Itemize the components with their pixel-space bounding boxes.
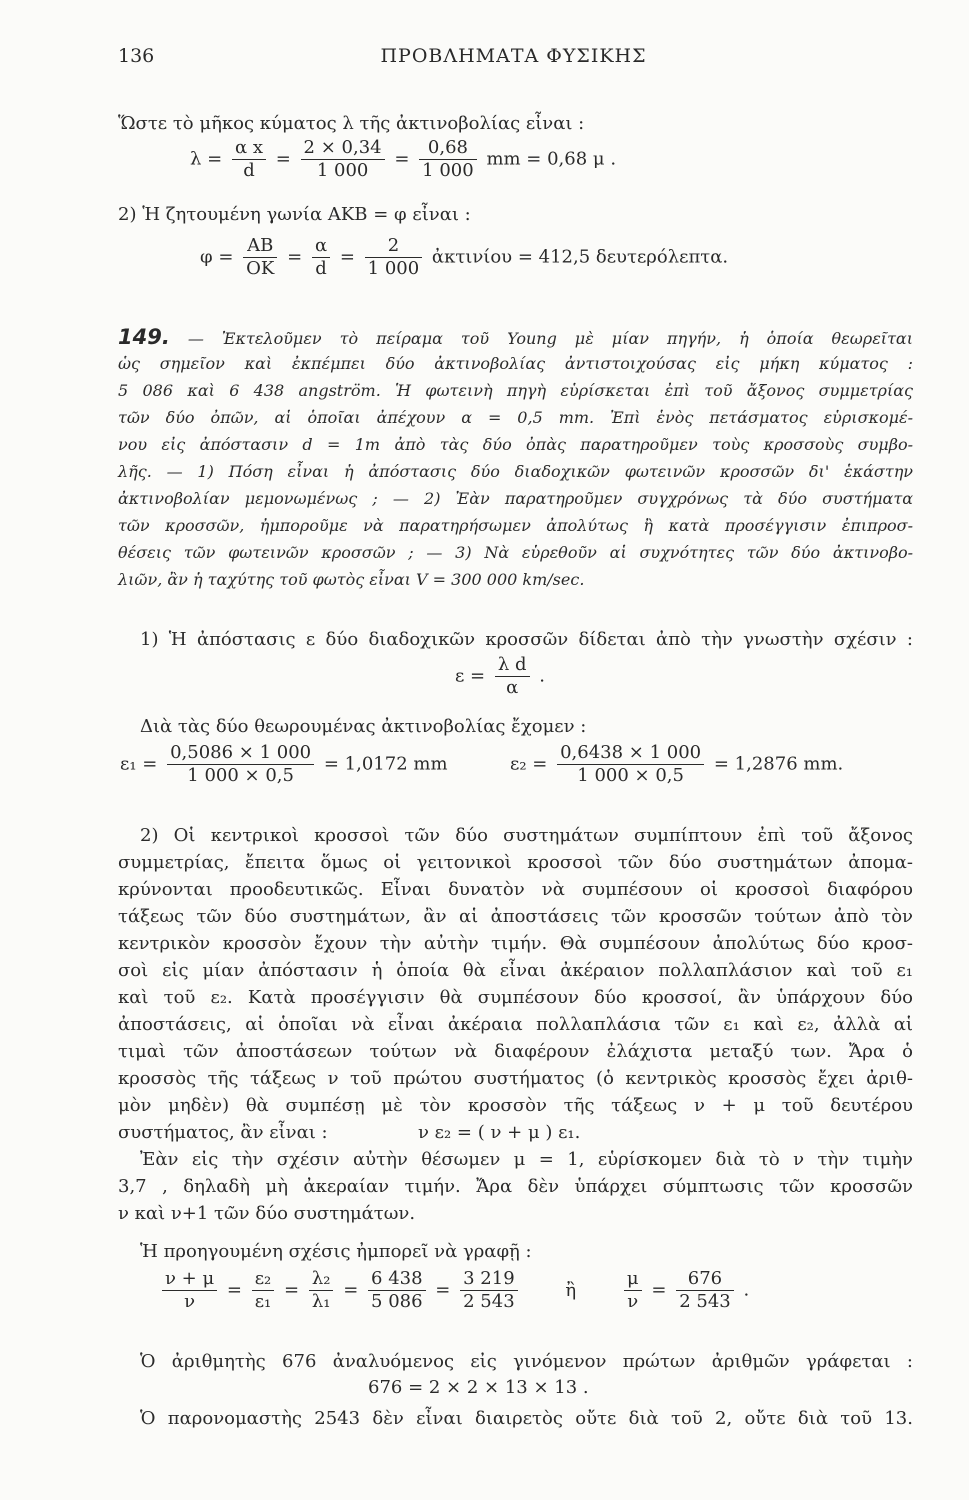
fraction: $\frac{2 \times 0,34}{1 000}$ (301, 137, 385, 182)
page-number: 136 (118, 45, 155, 67)
equation-lambda: λ = $\frac{\text{α x}}{d}$ = $\frac{2 \times 0,34}{1 000}$ = $\frac{0,68}{1 000}$ mm = 0,68 μ . (190, 137, 617, 181)
fraction: $\frac{676}{2 543}$ (676, 1268, 734, 1313)
problem-line-1: 149. — Ἐκτελοῦμεν τὸ πείραμα τοῦ Young μὲ μίαν πηγήν, ἡ ὁποία θεωρεῖται (118, 325, 914, 349)
problem-line: ὡς σημεῖον καὶ ἐκπέμπει δύο ἀκτινοβολίας ἀντιστοιχούσας εἰς μήκη κύματος : (118, 354, 913, 373)
fraction: $\frac{3 219}{2 543}$ (460, 1268, 518, 1313)
eq-tail: mm = 0,68 μ . (486, 148, 617, 170)
solution-2-line: συμμετρίας, ἔπειτα ὅμως οἱ γειτονικοὶ κροσσοὶ τῶν δύο συστημάτων ἀπομα- (118, 852, 913, 873)
eq-lhs: λ = (190, 148, 223, 170)
or-word: ἢ (565, 1279, 577, 1301)
fraction: $\frac{0,68}{1 000}$ (419, 137, 477, 182)
fraction: $\frac{0,6438 \times 1 000}{1 000 \times 0,5}$ (557, 742, 704, 787)
solution-1-line: 1) Ἡ ἀπόστασις ε δύο διαδοχικῶν κροσσῶν δίδεται ἀπὸ τὴν γνωστὴν σχέσιν : (140, 629, 913, 650)
solution-2-line: 2) Οἱ κεντρικοὶ κροσσοὶ τῶν δύο συστημάτων συμπίπτουν ἐπὶ τοῦ ἄξονος (140, 825, 913, 846)
problem-line: τῶν δύο ὀπῶν, αἱ ὁποῖαι ἀπέχουν α = 0,5 mm. Ἐπὶ ἑνὸς πετάσματος εὑρισκομέ- (118, 408, 913, 427)
prev-line: Ἡ προηγουμένη σχέσις ἠμπορεῖ νὰ γραφῇ : (140, 1241, 532, 1262)
system-formula: ν ε₂ = ( ν + μ ) ε₁. (418, 1122, 581, 1143)
solution-2-line: τάξεως τῶν δύο συστημάτων, ἂν αἱ ἀποστάσεις τῶν κροσσῶν τούτων ἀπὸ τὸν (118, 906, 913, 927)
equation-ratio: $\frac{\nu + \mu}{\nu}$ = $\frac{\text{ε₂}}{\text{ε₁}}$ = $\frac{\text{λ₂}}{\text{λ₁}}$ = $\frac{6 438}{5 086}$ = $\frac{3 219}{2 543}$ ἢ $\frac{\mu}{\nu}$ = $\frac{676}{2 543}$ . (158, 1268, 749, 1313)
equation-epsilon: ε = $\frac{\text{λ d}}{\alpha}$ . (455, 654, 545, 698)
put-line: Ἐὰν εἰς τὴν σχέσιν αὐτὴν θέσωμεν μ = 1, εὑρίσκομεν διὰ τὸ ν τὴν τιμὴν (140, 1149, 913, 1170)
problem-line: νου εἰς ἀπόστασιν d = 1m ἀπὸ τὰς δύο ὀπὰς παρατηροῦμεν τοὺς κροσσοὺς συμβο- (118, 435, 913, 454)
fraction: $\frac{2}{1 000}$ (365, 235, 423, 280)
put-line: 3,7 , δηλαδὴ μὴ ἀκεραίαν τιμήν. Ἄρα δὲν ὑπάρχει σύμπτωσις τῶν κροσσῶν (118, 1176, 913, 1197)
solution-2-line: τιμαὶ τῶν ἀποστάσεων τούτων νὰ διαφέρουν ἐλάχιστα μεταξύ των. Ἄρα ὁ (118, 1041, 913, 1062)
solution-2-line: μὸν μηδὲν) θὰ συμπέσῃ μὲ τὸν κροσσὸν τῆς τάξεως ν + μ τοῦ δευτέρου (118, 1095, 913, 1116)
problem-number: 149. (118, 325, 170, 349)
system-line: συστήματος, ἂν εἶναι : ν ε₂ = ( ν + μ ) ε₁. (118, 1122, 581, 1143)
equation-epsilon-2: ε₂ = $\frac{0,6438 \times 1 000}{1 000 \times 0,5}$ = 1,2876 mm. (510, 742, 844, 786)
fraction: $\frac{\nu + \mu}{\nu}$ (162, 1268, 217, 1313)
denominator-line: Ὁ παρονομαστὴς 2543 δὲν εἶναι διαιρετὸς οὔτε διὰ τοῦ 2, οὔτε διὰ τοῦ 13. (140, 1408, 913, 1429)
solution-2-line: σοὶ εἰς μίαν ἀπόστασιν ἡ ὁποία θὰ εἶναι ἀκέραιον πολλαπλάσιον καὶ τοῦ ε₁ (118, 960, 913, 981)
fraction: $\frac{AB}{OK}$ (243, 235, 277, 280)
solution-2-line: κρύνονται προοδευτικῶς. Εἶναι δυνατὸν νὰ συμπέσουν οἱ κροσσοὶ διαφόρου (118, 879, 913, 900)
factor-line: 676 = 2 × 2 × 13 × 13 . (368, 1377, 589, 1398)
equation-epsilon-1: ε₁ = $\frac{0,5086 \times 1 000}{1 000 \times 0,5}$ = 1,0172 mm (120, 742, 448, 786)
fraction: $\frac{\text{ε₂}}{\text{ε₁}}$ (252, 1268, 275, 1313)
running-title: ΠΡΟΒΛΗΜΑΤΑ ΦΥΣΙΚΗΣ (380, 45, 647, 67)
problem-line: θέσεις τῶν φωτεινῶν κροσσῶν ; — 3) Νὰ εὑρεθοῦν αἱ συχνότητες τῶν δύο ἀκτινοβο- (118, 543, 913, 562)
problem-line: λῆς. — 1) Πόση εἶναι ἡ ἀπόστασις δύο διαδοχικῶν φωτεινῶν κροσσῶν δι' ἑκάστην (118, 462, 913, 481)
consider-line: Διὰ τὰς δύο θεωρουμένας ἀκτινοβολίας ἔχομεν : (140, 716, 587, 737)
fraction: $\frac{0,5086 \times 1 000}{1 000 \times 0,5}$ (167, 742, 314, 787)
page-header (118, 45, 909, 75)
intro-line: Ὥστε τὸ μῆκος κύματος λ τῆς ἀκτινοβολίας εἶναι : (118, 113, 585, 134)
equation-phi: φ = $\frac{AB}{OK}$ = $\frac{\alpha}{d}$ = $\frac{2}{1 000}$ ἀκτινίου = 412,5 δευτερόλεπτα. (200, 235, 729, 279)
solution-2-line: κροσσὸς τῆς τάξεως ν τοῦ πρώτου συστήματος (ὁ κεντρικὸς κροσσὸς ἔχει ἀριθ- (118, 1068, 913, 1089)
angle-line: 2) Ἡ ζητουμένη γωνία ΑΚΒ = φ εἶναι : (118, 204, 471, 225)
problem-line: ἀκτινοβολίαν μεμονωμένως ; — 2) Ἐὰν παρατηροῦμεν συγχρόνως τὰ δύο συστήματα (118, 489, 913, 508)
solution-2-line: ἀποστάσεις, αἱ ὁποῖαι νὰ εἶναι ἀκέραια πολλαπλάσια τῶν ε₁ καὶ ε₂, ἀλλὰ αἱ (118, 1014, 913, 1035)
solution-2-line: καὶ τοῦ ε₂. Κατὰ προσέγγισιν θὰ συμπέσουν δύο κροσσοί, ἂν ὑπάρχουν δύο (118, 987, 913, 1008)
put-line: ν καὶ ν+1 τῶν δύο συστημάτων. (118, 1203, 416, 1224)
fraction: $\frac{\text{α x}}{d}$ (232, 137, 266, 182)
solution-2-line: κεντρικὸν κροσσὸν ἔχουν τὴν αὐτὴν τιμήν. Θὰ συμπέσουν ἀπολύτως δύο κροσ- (118, 933, 913, 954)
problem-line: τῶν κροσσῶν, ἠμποροῦμε νὰ παρατηρήσωμεν ἀπολύτως ἢ κατὰ προσέγγισιν ἐπιπροσ- (118, 516, 913, 535)
problem-line: 5 086 καὶ 6 438 angström. Ἡ φωτεινὴ πηγὴ εὑρίσκεται ἐπὶ τοῦ ἄξονος συμμετρίας (118, 381, 913, 400)
fraction: $\frac{\text{λ d}}{\alpha}$ (495, 654, 530, 699)
fraction: $\frac{\text{λ₂}}{\text{λ₁}}$ (309, 1268, 334, 1313)
fraction: $\frac{6 438}{5 086}$ (368, 1268, 426, 1313)
numerator-line: Ὁ ἀριθμητὴς 676 ἀναλυόμενος εἰς γινόμενον πρώτων ἀριθμῶν γράφεται : (140, 1351, 913, 1372)
fraction: $\frac{\alpha}{d}$ (312, 235, 330, 280)
problem-line: λιῶν, ἂν ἡ ταχύτης τοῦ φωτὸς εἶναι V = 300 000 km/sec. (118, 570, 585, 589)
fraction: $\frac{\mu}{\nu}$ (624, 1268, 642, 1313)
